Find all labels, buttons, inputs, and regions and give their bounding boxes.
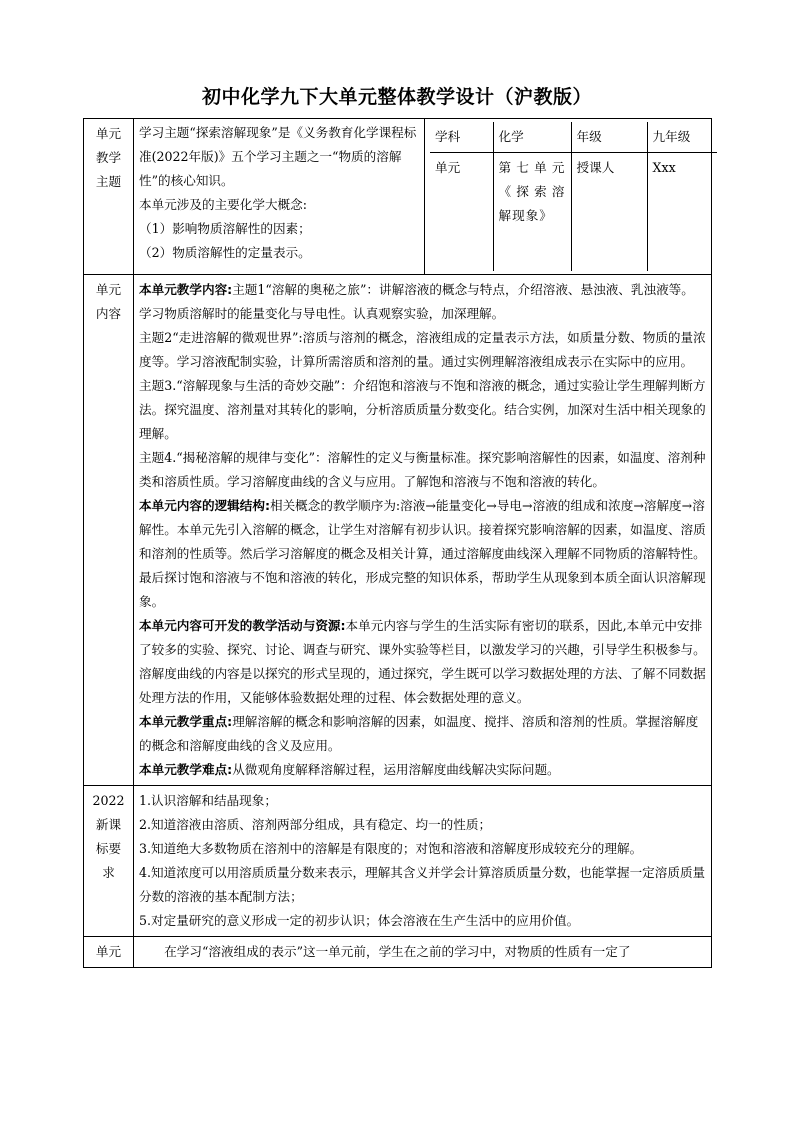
row-curriculum-requirements xyxy=(84,785,712,936)
content-paragraph: 主题4.“揭秘溶解的规律与变化”：溶解性的定义与衡量标准。探究影响溶解性的因素，如温度、溶剂种类和溶质性质。学习溶解度曲线的含义与应用。了解饱和溶液与不饱和溶液的转化。 xyxy=(139,449,706,489)
unit-theme-text: 学习主题“探索溶解现象”是《义务教育化学课程标准(2022年版)》五个学习主题之一“物质的溶解性”的核心知识。 本单元涉及的主要化学大概念: （1）影响物质溶解性的因素； （2）物质溶解性的定量表示。 xyxy=(134,119,425,275)
label-curriculum: 2022 新课 标要 求 xyxy=(84,785,134,936)
label-unit-theme: 单元 教学 主题 xyxy=(84,119,134,275)
subject-value: 化学 xyxy=(493,122,571,153)
page-title: 初中化学九下大单元整体教学设计（沪教版） xyxy=(201,86,592,108)
grade-label: 年级 xyxy=(571,122,647,153)
design-table xyxy=(83,118,712,968)
list-item: 4.知道浓度可以用溶质质量分数来表示，理解其含义并学会计算溶质质量分数，也能掌握一定溶质质量分数的溶液的基本配制方法； xyxy=(139,864,706,904)
content-paragraph: 本单元内容的逻辑结构:相关概念的教学顺序为:溶液→能量变化→导电→溶液的组成和浓度→溶解度→溶解性。本单元先引入溶解的概念，让学生对溶解有初步认识。接着探究影响溶解的因素，如温度、溶质和溶剂的性质等。然后学习溶解度的概念及相关计算，通过溶解度曲线深入理解不同物质的溶解特性。最后探讨饱和溶液与不饱和溶液的转化，形成完整的知识体系，帮助学生从现象到本质全面认识溶解现象。 xyxy=(139,497,706,609)
content-paragraph: 主题2“走进溶解的微观世界”:溶质与溶剂的概念，溶液组成的定量表示方法，如质量分数、物质的量浓度等。学习溶液配制实验，计算所需溶质和溶剂的量。通过实例理解溶液组成表示在实际中的应用。 xyxy=(139,329,706,369)
unit-analysis-text: 在学习“溶液组成的表示”这一单元前，学生在之前的学习中，对物质的性质有一定了 xyxy=(134,936,712,967)
curriculum-text xyxy=(134,785,712,936)
unit-label: 单元 xyxy=(430,153,493,271)
teacher-label: 授课人 xyxy=(571,153,647,271)
content-paragraph: 本单元教学重点:理解溶解的概念和影响溶解的因素，如温度、搅拌、溶质和溶剂的性质。掌握溶解度的概念和溶解度曲线的含义及应用。 xyxy=(139,713,699,753)
list-item: 2.知道溶液由溶质、溶剂两部分组成，具有稳定、均一的性质； xyxy=(139,816,492,832)
subject-label: 学科 xyxy=(430,122,493,153)
grade-value: 九年级 xyxy=(647,122,717,153)
teacher-value: Xxx xyxy=(647,153,717,271)
content-paragraph: 本单元教学难点:从微观角度解释溶解过程，运用溶解度曲线解决实际问题。 xyxy=(139,761,560,777)
row-unit-content xyxy=(84,274,712,785)
unit-content-text xyxy=(134,274,712,785)
list-item: 3.知道绝大多数物质在溶剂中的溶解是有限度的；对饱和溶液和溶解度形成较充分的理解。 xyxy=(139,840,643,856)
info-grid xyxy=(425,119,712,275)
content-paragraph: 本单元内容可开发的教学活动与资源:本单元内容与学生的生活实际有密切的联系，因此,本单元中安排了较多的实验、探究、讨论、调查与研究、课外实验等栏目，以激发学习的兴趣，引导学生积极参与。溶解度曲线的内容是以探究的形式呈现的，通过探究，学生既可以学习数据处理的方法、了解不同数据处理方法的作用，又能够体验数据处理的过程、体会数据处理的意义。 xyxy=(139,617,706,705)
content-paragraph: 本单元教学内容:主题1“溶解的奥秘之旅”：讲解溶液的概念与特点，介绍溶液、悬浊液、乳浊液等。学习物质溶解时的能量变化与导电性。认真观察实验，加深理解。 xyxy=(139,281,694,321)
row-unit-analysis xyxy=(84,936,712,967)
row-unit-theme xyxy=(84,119,712,275)
content-paragraph: 主题3.“溶解现象与生活的奇妙交融”：介绍饱和溶液与不饱和溶液的概念，通过实验让学生理解判断方法。探究温度、溶剂量对其转化的影响，分析溶质质量分数变化。结合实例，加深对生活中相关现象的理解。 xyxy=(139,377,706,441)
list-item: 5.对定量研究的意义形成一定的初步认识；体会溶液在生产生活中的应用价值。 xyxy=(139,912,580,928)
unit-value: 第七单元《探索溶解现象》 xyxy=(493,153,571,271)
label-unit-content: 单元 内容 xyxy=(84,274,134,785)
list-item: 1.认识溶解和结晶现象； xyxy=(139,792,277,808)
label-unit-analysis: 单元 xyxy=(84,936,134,967)
